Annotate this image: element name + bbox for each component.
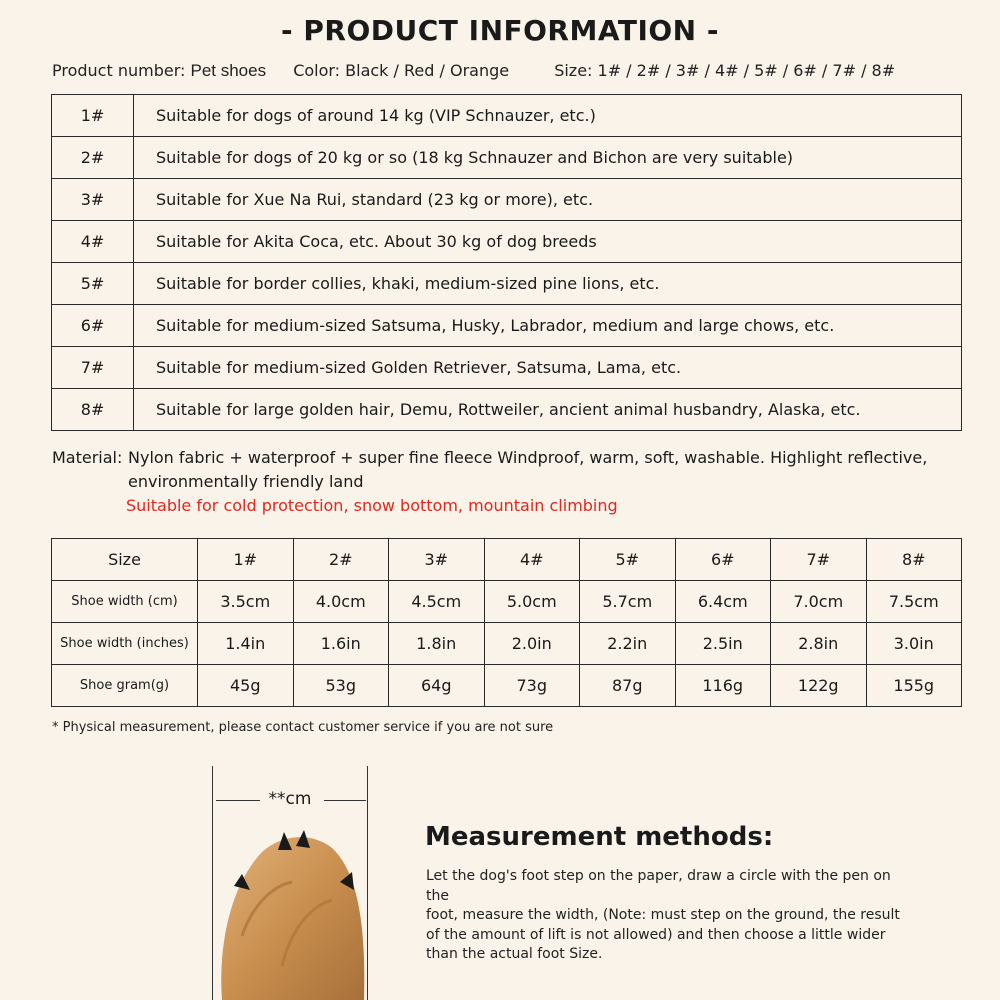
suitability-table [51,94,962,431]
measurement-line-3: of the amount of lift is not allowed) and then choose a little wider [426,926,886,943]
spec-header-label: Size [52,539,198,581]
spec-value-cell: 4.0cm [293,581,389,623]
suitability-desc-cell: Suitable for medium-sized Satsuma, Husky, Labrador, medium and large chows, etc. [134,305,962,347]
spec-value-cell: 116g [675,665,771,707]
spec-value-cell: 2.2in [580,623,676,665]
size-spec-table [51,538,962,707]
spec-row-label: Shoe width (inches) [52,623,198,665]
suitability-size-cell: 4# [52,221,134,263]
material-section [52,446,952,518]
spec-value-cell: 155g [866,665,962,707]
material-line-2: environmentally friendly land [128,472,364,491]
page-title: - PRODUCT INFORMATION - [281,14,719,47]
spec-value-cell: 4.5cm [389,581,485,623]
spec-value-cell: 5.7cm [580,581,676,623]
spec-size-header: 3# [389,539,485,581]
suitability-size-cell: 6# [52,305,134,347]
suitability-desc-cell: Suitable for border collies, khaki, medium-sized pine lions, etc. [134,263,962,305]
material-label: Material: [52,448,123,467]
spec-value-cell: 45g [198,665,294,707]
measurement-title: Measurement methods: [425,822,774,852]
spec-row-label: Shoe width (cm) [52,581,198,623]
spec-row [52,581,962,623]
spec-size-header: 6# [675,539,771,581]
dog-paw-image [212,816,368,1000]
suitability-row [52,305,962,347]
spec-value-cell: 53g [293,665,389,707]
suitability-row [52,179,962,221]
suitability-desc-cell: Suitable for dogs of around 14 kg (VIP Schnauzer, etc.) [134,95,962,137]
paw-measurement-illustration [212,766,368,1000]
suitability-size-cell: 8# [52,389,134,431]
spec-value-cell: 2.5in [675,623,771,665]
spec-value-cell: 3.5cm [198,581,294,623]
measurement-note: * Physical measurement, please contact customer service if you are not sure [52,720,554,735]
product-sizes: Size: 1# / 2# / 3# / 4# / 5# / 6# / 7# / 8# [554,61,896,80]
spec-value-cell: 73g [484,665,580,707]
suitability-size-cell: 1# [52,95,134,137]
spec-size-header: 4# [484,539,580,581]
spec-value-cell: 3.0in [866,623,962,665]
spec-value-cell: 1.4in [198,623,294,665]
suitability-desc-cell: Suitable for Xue Na Rui, standard (23 kg or more), etc. [134,179,962,221]
suitability-desc-cell: Suitable for large golden hair, Demu, Rottweiler, ancient animal husbandry, Alaska, etc. [134,389,962,431]
measurement-line-1: Let the dog's foot step on the paper, draw a circle with the pen on the [426,868,891,904]
product-color: Color: Black / Red / Orange [293,61,510,80]
spec-size-header: 1# [198,539,294,581]
spec-value-cell: 2.8in [771,623,867,665]
spec-value-cell: 7.0cm [771,581,867,623]
spec-row-label: Shoe gram(g) [52,665,198,707]
material-line-1: Nylon fabric + waterproof + super fine fleece Windproof, warm, soft, washable. Highlight reflective, [128,448,928,467]
measurement-line-2: foot, measure the width, (Note: must step on the ground, the result [426,907,900,923]
suitability-desc-cell: Suitable for dogs of 20 kg or so (18 kg Schnauzer and Bichon are very suitable) [134,137,962,179]
spec-size-header: 7# [771,539,867,581]
spec-value-cell: 1.8in [389,623,485,665]
product-number-label: Product number: [52,61,186,80]
suitability-desc-cell: Suitable for Akita Coca, etc. About 30 kg of dog breeds [134,221,962,263]
spec-size-header: 8# [866,539,962,581]
spec-value-cell: 64g [389,665,485,707]
material-highlight: Suitable for cold protection, snow bottom, mountain climbing [126,496,618,515]
dimension-label: **cm [268,789,312,809]
suitability-row [52,263,962,305]
product-number-value: Pet shoes [190,61,267,80]
suitability-desc-cell: Suitable for medium-sized Golden Retriever, Satsuma, Lama, etc. [134,347,962,389]
product-info-line [52,61,972,81]
spec-value-cell: 122g [771,665,867,707]
suitability-size-cell: 2# [52,137,134,179]
spec-size-header: 5# [580,539,676,581]
spec-header-row [52,539,962,581]
spec-row [52,623,962,665]
suitability-size-cell: 3# [52,179,134,221]
suitability-row [52,95,962,137]
spec-value-cell: 87g [580,665,676,707]
suitability-row [52,221,962,263]
spec-value-cell: 2.0in [484,623,580,665]
suitability-row [52,137,962,179]
suitability-row [52,389,962,431]
spec-value-cell: 6.4cm [675,581,771,623]
spec-value-cell: 1.6in [293,623,389,665]
spec-row [52,665,962,707]
spec-value-cell: 7.5cm [866,581,962,623]
suitability-size-cell: 7# [52,347,134,389]
suitability-row [52,347,962,389]
measurement-instructions [426,867,906,965]
measurement-line-4: than the actual foot Size. [426,946,603,962]
spec-size-header: 2# [293,539,389,581]
spec-value-cell: 5.0cm [484,581,580,623]
suitability-size-cell: 5# [52,263,134,305]
